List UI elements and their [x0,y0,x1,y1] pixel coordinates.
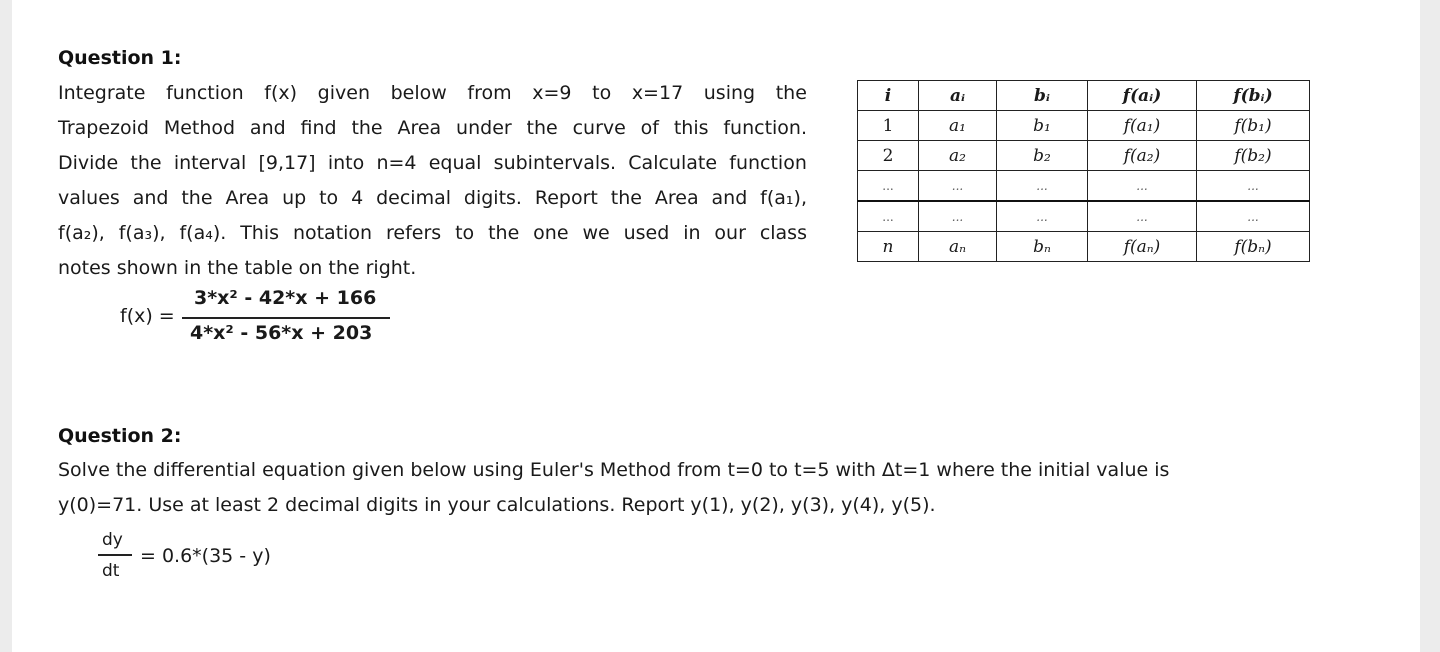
notation-table [857,80,1310,262]
question-1-word: [9,17] [258,152,316,174]
table-cell: i [858,81,919,111]
table-cell: ... [1088,171,1197,202]
question-1-word: from [467,82,512,104]
question-1-word: class [759,222,807,244]
question-1-word: our [714,222,746,244]
question-2-line-2: y(0)=71. Use at least 2 decimal digits in your calculations. Report y(1), y(2), y(3), y(4), y(5). [58,494,936,516]
table-cell: ... [919,201,997,232]
question-1-word: Integrate [58,82,146,104]
table-cell: f(bₙ) [1197,232,1310,262]
question-1-word: Area [654,187,699,209]
table-cell: b₂ [997,141,1088,171]
question-1-word: the [526,117,558,139]
question-1-word: f(a₁), [760,187,807,209]
question-1-word: given [317,82,370,104]
question-1-word: Trapezoid [58,117,149,139]
question-1-word: in [683,222,701,244]
question-1-word: the [775,82,807,104]
table-cell: f(b₁) [1197,111,1310,141]
question-1-word: under [456,117,512,139]
question-1-word: Calculate [628,152,718,174]
question-1-word: to [455,222,475,244]
question-1-word: interval [173,152,247,174]
question-1-word: f(a₃), [118,222,166,244]
question-1-word: and [249,117,286,139]
question-1-line [58,76,807,111]
table-cell: a₂ [919,141,997,171]
question-1-word: refers [386,222,442,244]
table-row [858,232,1310,262]
derivative-numerator: dy [102,530,123,550]
question-1-word: function [729,152,807,174]
question-1-word: used [623,222,670,244]
question-1-word: function [166,82,244,104]
question-1-word: function. [723,117,807,139]
fx-denominator: 4*x² - 56*x + 203 [190,322,373,344]
table-cell: ... [858,171,919,202]
derivative-denominator: dt [102,561,120,581]
question-1-line [58,111,807,146]
question-1-line [58,181,807,216]
question-1-word: n=4 [376,152,417,174]
question-1-word: the [488,222,520,244]
table-cell: ... [919,171,997,202]
question-1-word: curve [572,117,626,139]
question-1-line: notes shown in the table on the right. [58,257,417,279]
question-1-word: the [351,117,383,139]
question-1-word: and [132,187,169,209]
table-header-row [858,81,1310,111]
question-1-word: Area [397,117,442,139]
table-cell: f(b₂) [1197,141,1310,171]
table-cell: bₙ [997,232,1088,262]
question-1-word: digits. [463,187,522,209]
table-cell: ... [1088,201,1197,232]
table-row [858,111,1310,141]
question-1-word: Area [225,187,270,209]
question-1-word: Divide [58,152,119,174]
table-row [858,141,1310,171]
question-1-word: find [300,117,337,139]
question-1-word: one [533,222,569,244]
derivative-rhs: = 0.6*(35 - y) [140,545,271,567]
question-1-word: x=17 [631,82,684,104]
table-cell: ... [1197,201,1310,232]
question-1-word: 4 [351,187,364,209]
table-row [858,171,1310,202]
table-cell: f(a₁) [1088,111,1197,141]
table-cell: 2 [858,141,919,171]
question-1-word: of [640,117,659,139]
table-cell: aₙ [919,232,997,262]
fx-fraction-bar [182,317,390,319]
table-cell: n [858,232,919,262]
question-1-word: This [240,222,280,244]
table-cell: aᵢ [919,81,997,111]
question-1-word: to [592,82,612,104]
question-1-word: into [327,152,365,174]
question-1-word: Method [163,117,236,139]
table-cell: a₁ [919,111,997,141]
question-1-word: using [703,82,756,104]
question-1-word: notation [292,222,373,244]
question-1-line [58,216,807,251]
question-1-word: subintervals. [493,152,617,174]
question-1-word: x=9 [532,82,572,104]
question-1-word: the [181,187,213,209]
question-1-word: we [582,222,610,244]
table-cell: bᵢ [997,81,1088,111]
document-page [12,0,1420,652]
question-1-word: up [282,187,307,209]
question-1-title: Question 1: [58,47,182,69]
fx-label: f(x) = [120,305,175,327]
question-1-word: the [610,187,642,209]
derivative-fraction-bar [98,554,132,556]
question-1-word: equal [428,152,482,174]
question-2-title: Question 2: [58,425,182,447]
question-2-line-1: Solve the differential equation given below using Euler's Method from t=0 to t=5 with Δt=1 where the initial value is [58,459,1170,481]
table-cell: b₁ [997,111,1088,141]
question-1-word: f(a₂), [58,222,105,244]
question-1-word: this [673,117,709,139]
table-row [858,201,1310,232]
question-1-word: f(a₄). [179,222,227,244]
table-cell: f(a₂) [1088,141,1197,171]
question-1-word: values [58,187,120,209]
table-cell: f(aₙ) [1088,232,1197,262]
question-1-line [58,146,807,181]
table-cell: ... [997,171,1088,202]
table-cell: 1 [858,111,919,141]
question-1-word: the [130,152,162,174]
fx-numerator: 3*x² - 42*x + 166 [194,287,377,309]
table-cell: ... [997,201,1088,232]
question-1-word: to [319,187,339,209]
table-cell: ... [858,201,919,232]
question-1-word: f(x) [264,82,298,104]
question-1-word: decimal [376,187,451,209]
table-cell: f(aᵢ) [1088,81,1197,111]
question-1-word: Report [534,187,598,209]
table-cell: f(bᵢ) [1197,81,1310,111]
question-1-word: below [390,82,447,104]
table-cell: ... [1197,171,1310,202]
question-1-word: and [711,187,748,209]
